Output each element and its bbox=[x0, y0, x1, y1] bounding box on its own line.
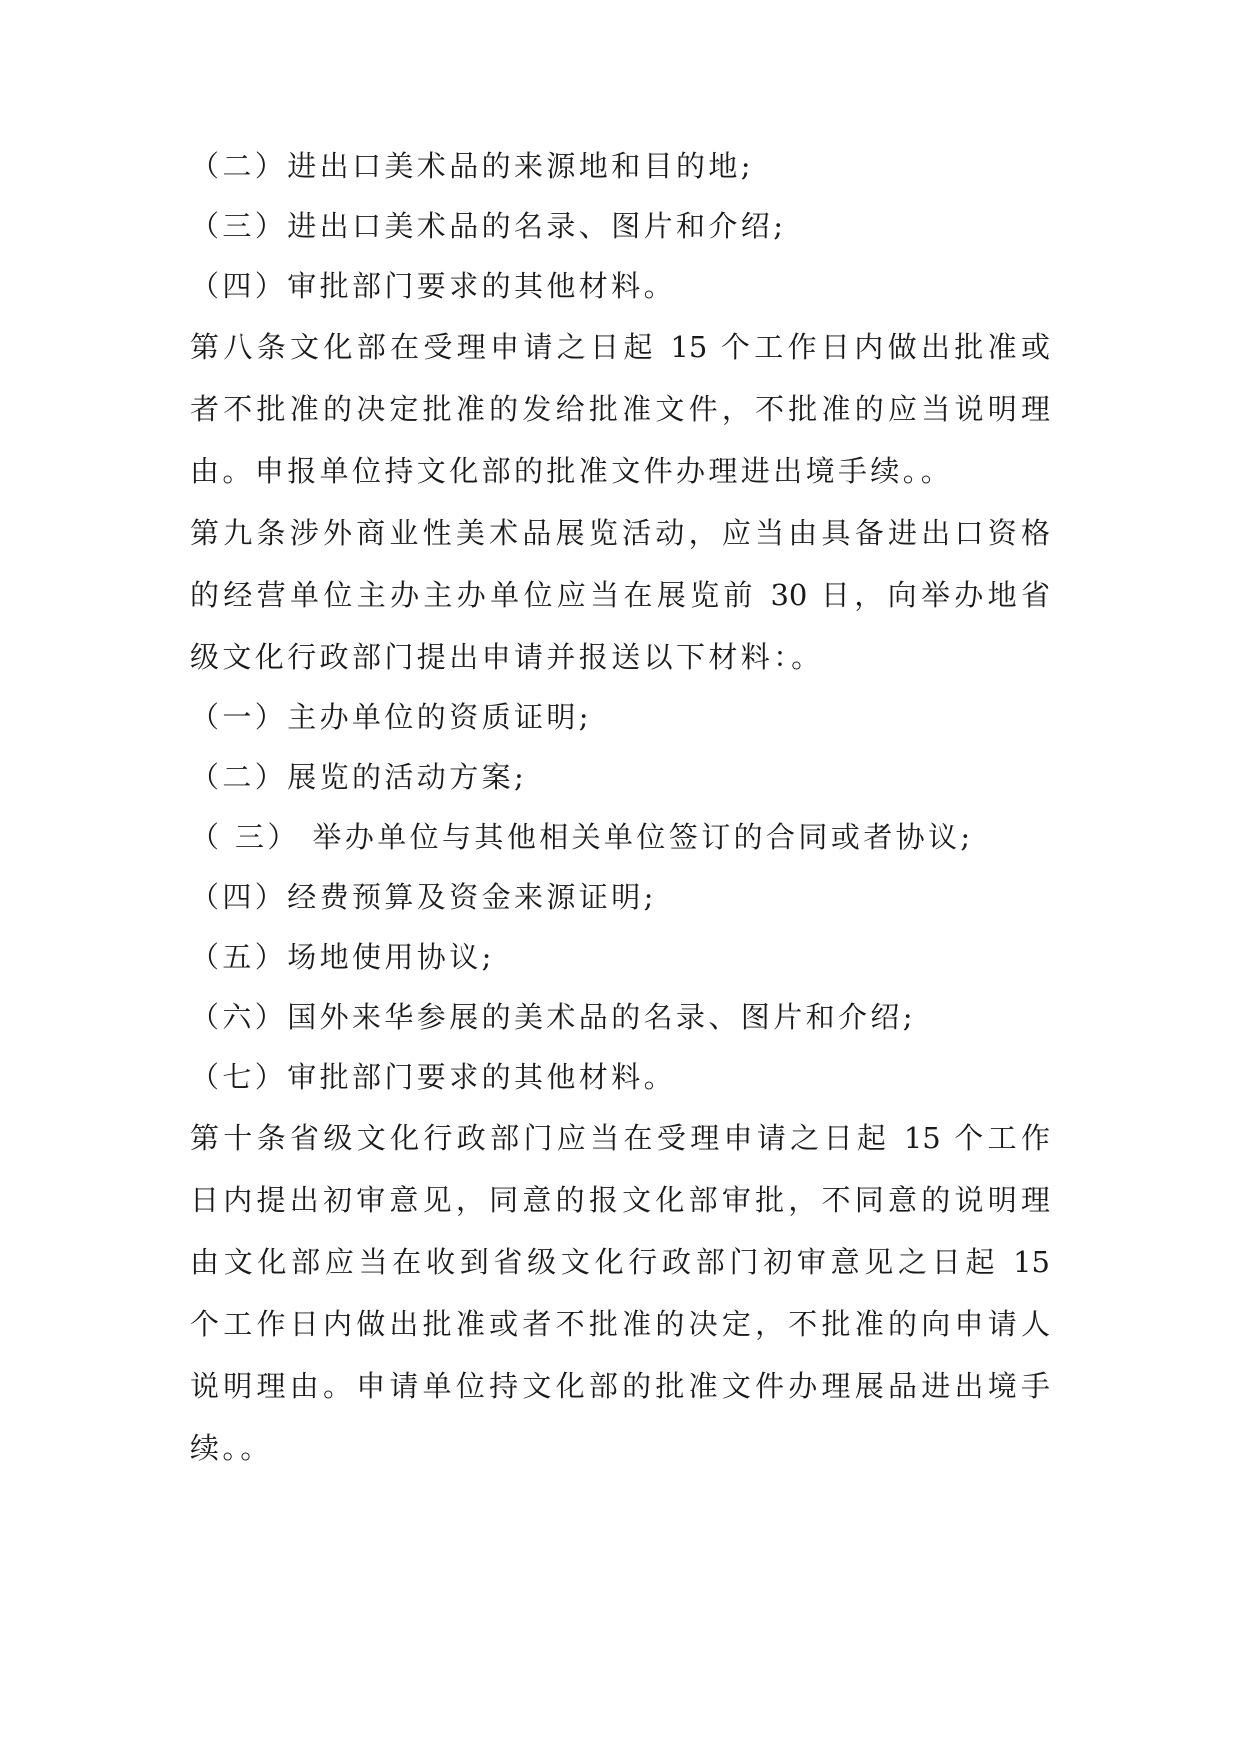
text-line: （六）国外来华参展的美术品的名录、图片和介绍; bbox=[190, 1000, 916, 1034]
text-line: 第八条文化部在受理申请之日起 15 个工作日内做出批准或 bbox=[190, 330, 1050, 364]
text-line: 第九条涉外商业性美术品展览活动，应当由具备进出口资格 bbox=[190, 516, 1050, 550]
text-line: （ 三） 举办单位与其他相关单位签订的合同或者协议; bbox=[190, 820, 974, 854]
text-line: 级文化行政部门提出申请并报送以下材料：。 bbox=[190, 640, 824, 674]
text-line: 续。。 bbox=[190, 1431, 273, 1465]
text-line: （二）展览的活动方案; bbox=[190, 760, 528, 794]
text-line: （四）审批部门要求的其他材料。 bbox=[190, 269, 677, 303]
text-line: （一）主办单位的资质证明; bbox=[190, 700, 592, 734]
text-line: （二）进出口美术品的来源地和目的地; bbox=[190, 149, 754, 183]
text-line: 个工作日内做出批准或者不批准的决定，不批准的向申请人 bbox=[190, 1307, 1050, 1341]
text-line: 日内提出初审意见，同意的报文化部审批，不同意的说明理 bbox=[190, 1183, 1050, 1217]
text-line: 的经营单位主办主办单位应当在展览前 30 日，向举办地省 bbox=[190, 578, 1050, 612]
text-line: 由文化部应当在收到省级文化行政部门初审意见之日起 15 bbox=[190, 1245, 1050, 1279]
text-line: （三）进出口美术品的名录、图片和介绍; bbox=[190, 209, 787, 243]
text-line: 第十条省级文化行政部门应当在受理申请之日起 15 个工作 bbox=[190, 1121, 1050, 1155]
text-line: （五）场地使用协议; bbox=[190, 940, 495, 974]
text-line: 者不批准的决定批准的发给批准文件，不批准的应当说明理 bbox=[190, 392, 1050, 426]
text-line: 由。申报单位持文化部的批准文件办理进出境手续。。 bbox=[190, 454, 954, 488]
text-line: （七）审批部门要求的其他材料。 bbox=[190, 1060, 677, 1094]
text-line: （四）经费预算及资金来源证明; bbox=[190, 880, 657, 914]
text-line: 说明理由。申请单位持文化部的批准文件办理展品进出境手 bbox=[190, 1369, 1050, 1403]
